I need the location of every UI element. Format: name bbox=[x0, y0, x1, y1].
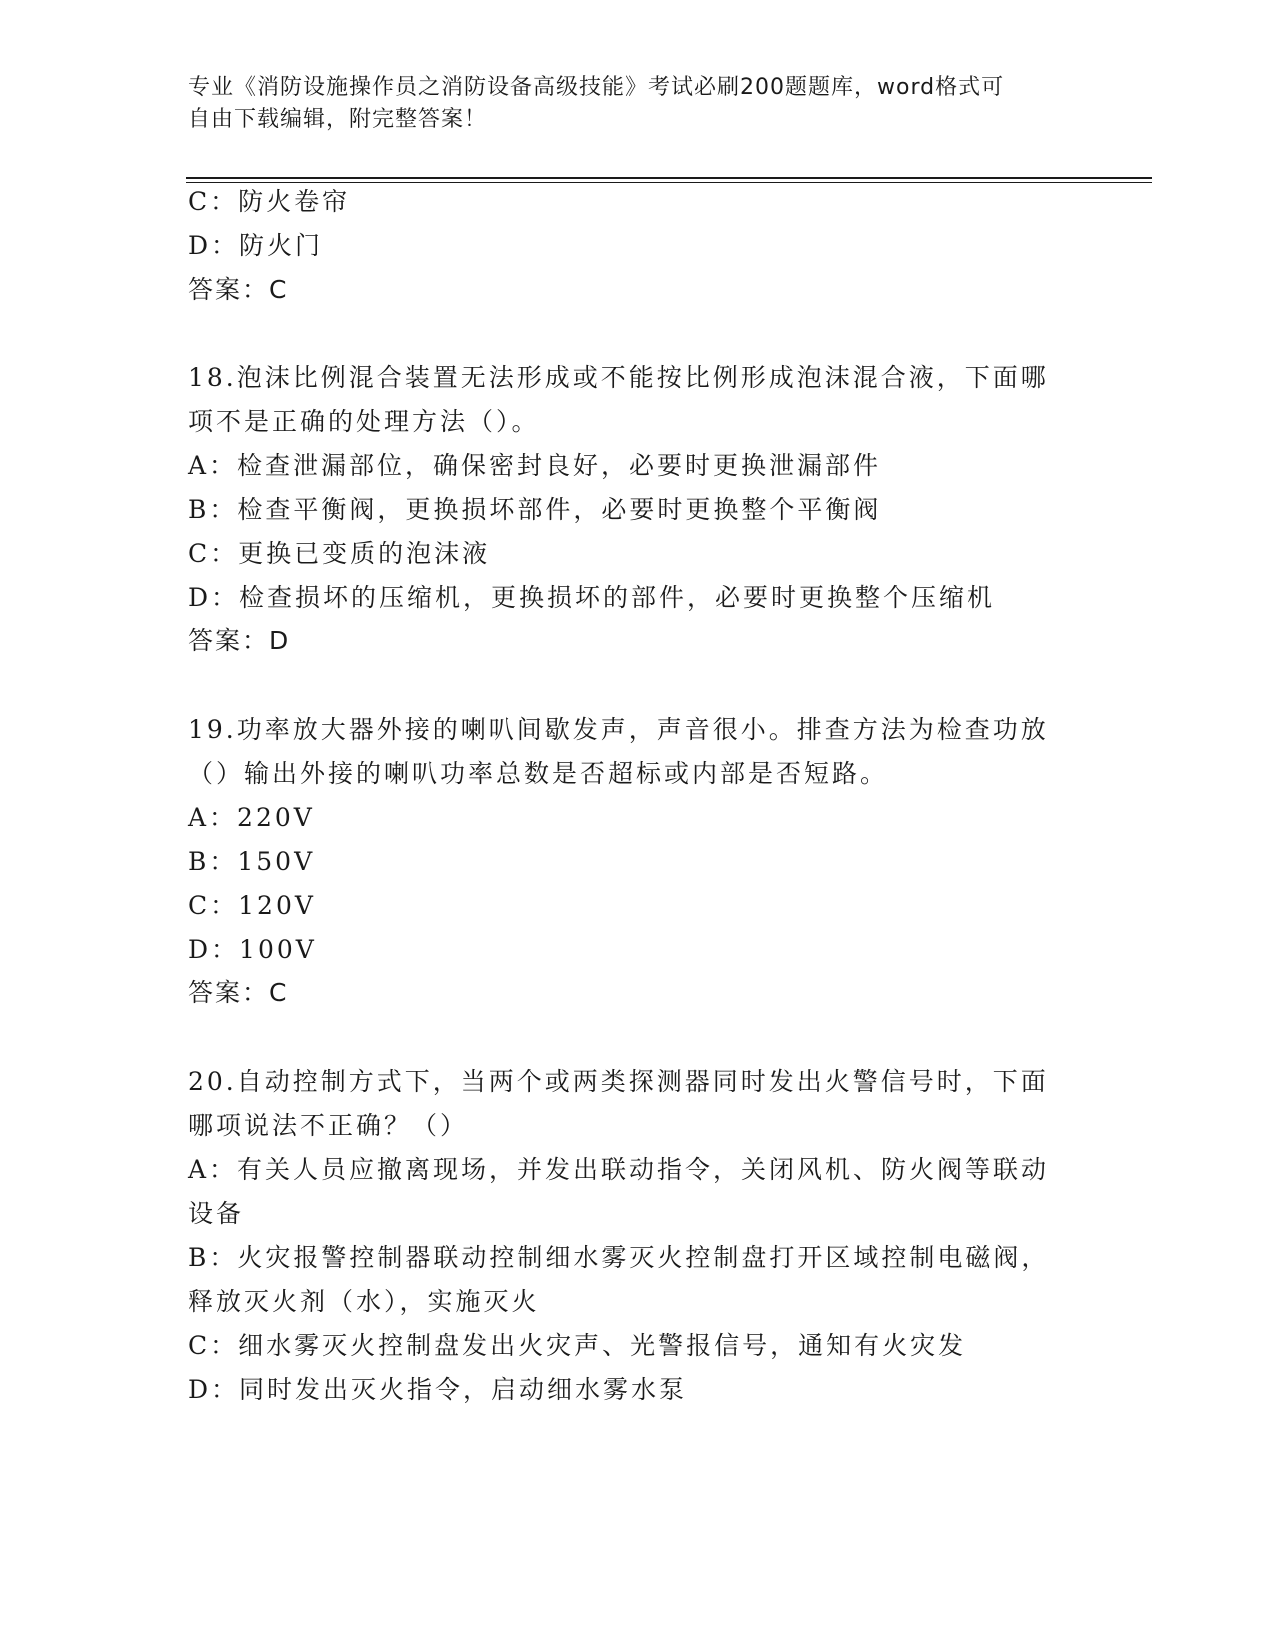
q19-answer: 答案：C bbox=[188, 978, 289, 1007]
q18-stem-line-1: 18.泡沫比例混合装置无法形成或不能按比例形成泡沫混合液，下面哪 bbox=[188, 363, 1049, 392]
q20-option-d: D：同时发出灭火指令，启动细水雾水泵 bbox=[188, 1375, 688, 1404]
q17-option-c: C：防火卷帘 bbox=[188, 187, 351, 216]
q19-stem-line-2: （）输出外接的喇叭功率总数是否超标或内部是否短路。 bbox=[188, 759, 889, 788]
q20-stem-line-1: 20.自动控制方式下，当两个或两类探测器同时发出火警信号时，下面 bbox=[188, 1067, 1049, 1096]
q19-option-a: A：220V bbox=[188, 803, 315, 832]
q18-option-c: C：更换已变质的泡沫液 bbox=[188, 539, 491, 568]
q19-stem-line-1: 19.功率放大器外接的喇叭间歇发声，声音很小。排查方法为检查功放 bbox=[188, 715, 1049, 744]
header-divider-thick bbox=[186, 177, 1152, 179]
q20-option-a-line-1: A：有关人员应撤离现场，并发出联动指令，关闭风机、防火阀等联动 bbox=[188, 1155, 1050, 1184]
q18-stem-line-2: 项不是正确的处理方法（）。 bbox=[188, 407, 540, 436]
q18-answer: 答案：D bbox=[188, 626, 291, 655]
header-divider-thin bbox=[186, 182, 1152, 183]
q20-option-a-line-2: 设备 bbox=[188, 1199, 245, 1228]
document-header bbox=[188, 72, 1068, 136]
q19-option-b: B：150V bbox=[188, 847, 316, 876]
q18-option-d: D：检查损坏的压缩机，更换损坏的部件，必要时更换整个压缩机 bbox=[188, 583, 996, 612]
q18-option-a: A：检查泄漏部位，确保密封良好，必要时更换泄漏部件 bbox=[188, 451, 882, 480]
q17-option-d: D：防火门 bbox=[188, 231, 324, 260]
header-line-1: 专业《消防设施操作员之消防设备高级技能》考试必刷200题题库，word格式可 bbox=[188, 75, 1005, 100]
header-line-2: 自由下载编辑，附完整答案！ bbox=[188, 107, 488, 132]
q17-answer: 答案：C bbox=[188, 275, 289, 304]
q20-stem-line-2: 哪项说法不正确？（） bbox=[188, 1111, 469, 1140]
q19-option-d: D：100V bbox=[188, 935, 317, 964]
q19-option-c: C：120V bbox=[188, 891, 316, 920]
q18-option-b: B：检查平衡阀，更换损坏部件，必要时更换整个平衡阀 bbox=[188, 495, 882, 524]
q20-option-b-line-1: B：火灾报警控制器联动控制细水雾灭火控制盘打开区域控制电磁阀， bbox=[188, 1243, 1050, 1272]
q20-option-b-line-2: 释放灭火剂（水），实施灭火 bbox=[188, 1287, 540, 1316]
q20-option-c: C：细水雾灭火控制盘发出火灾声、光警报信号，通知有火灾发 bbox=[188, 1331, 967, 1360]
